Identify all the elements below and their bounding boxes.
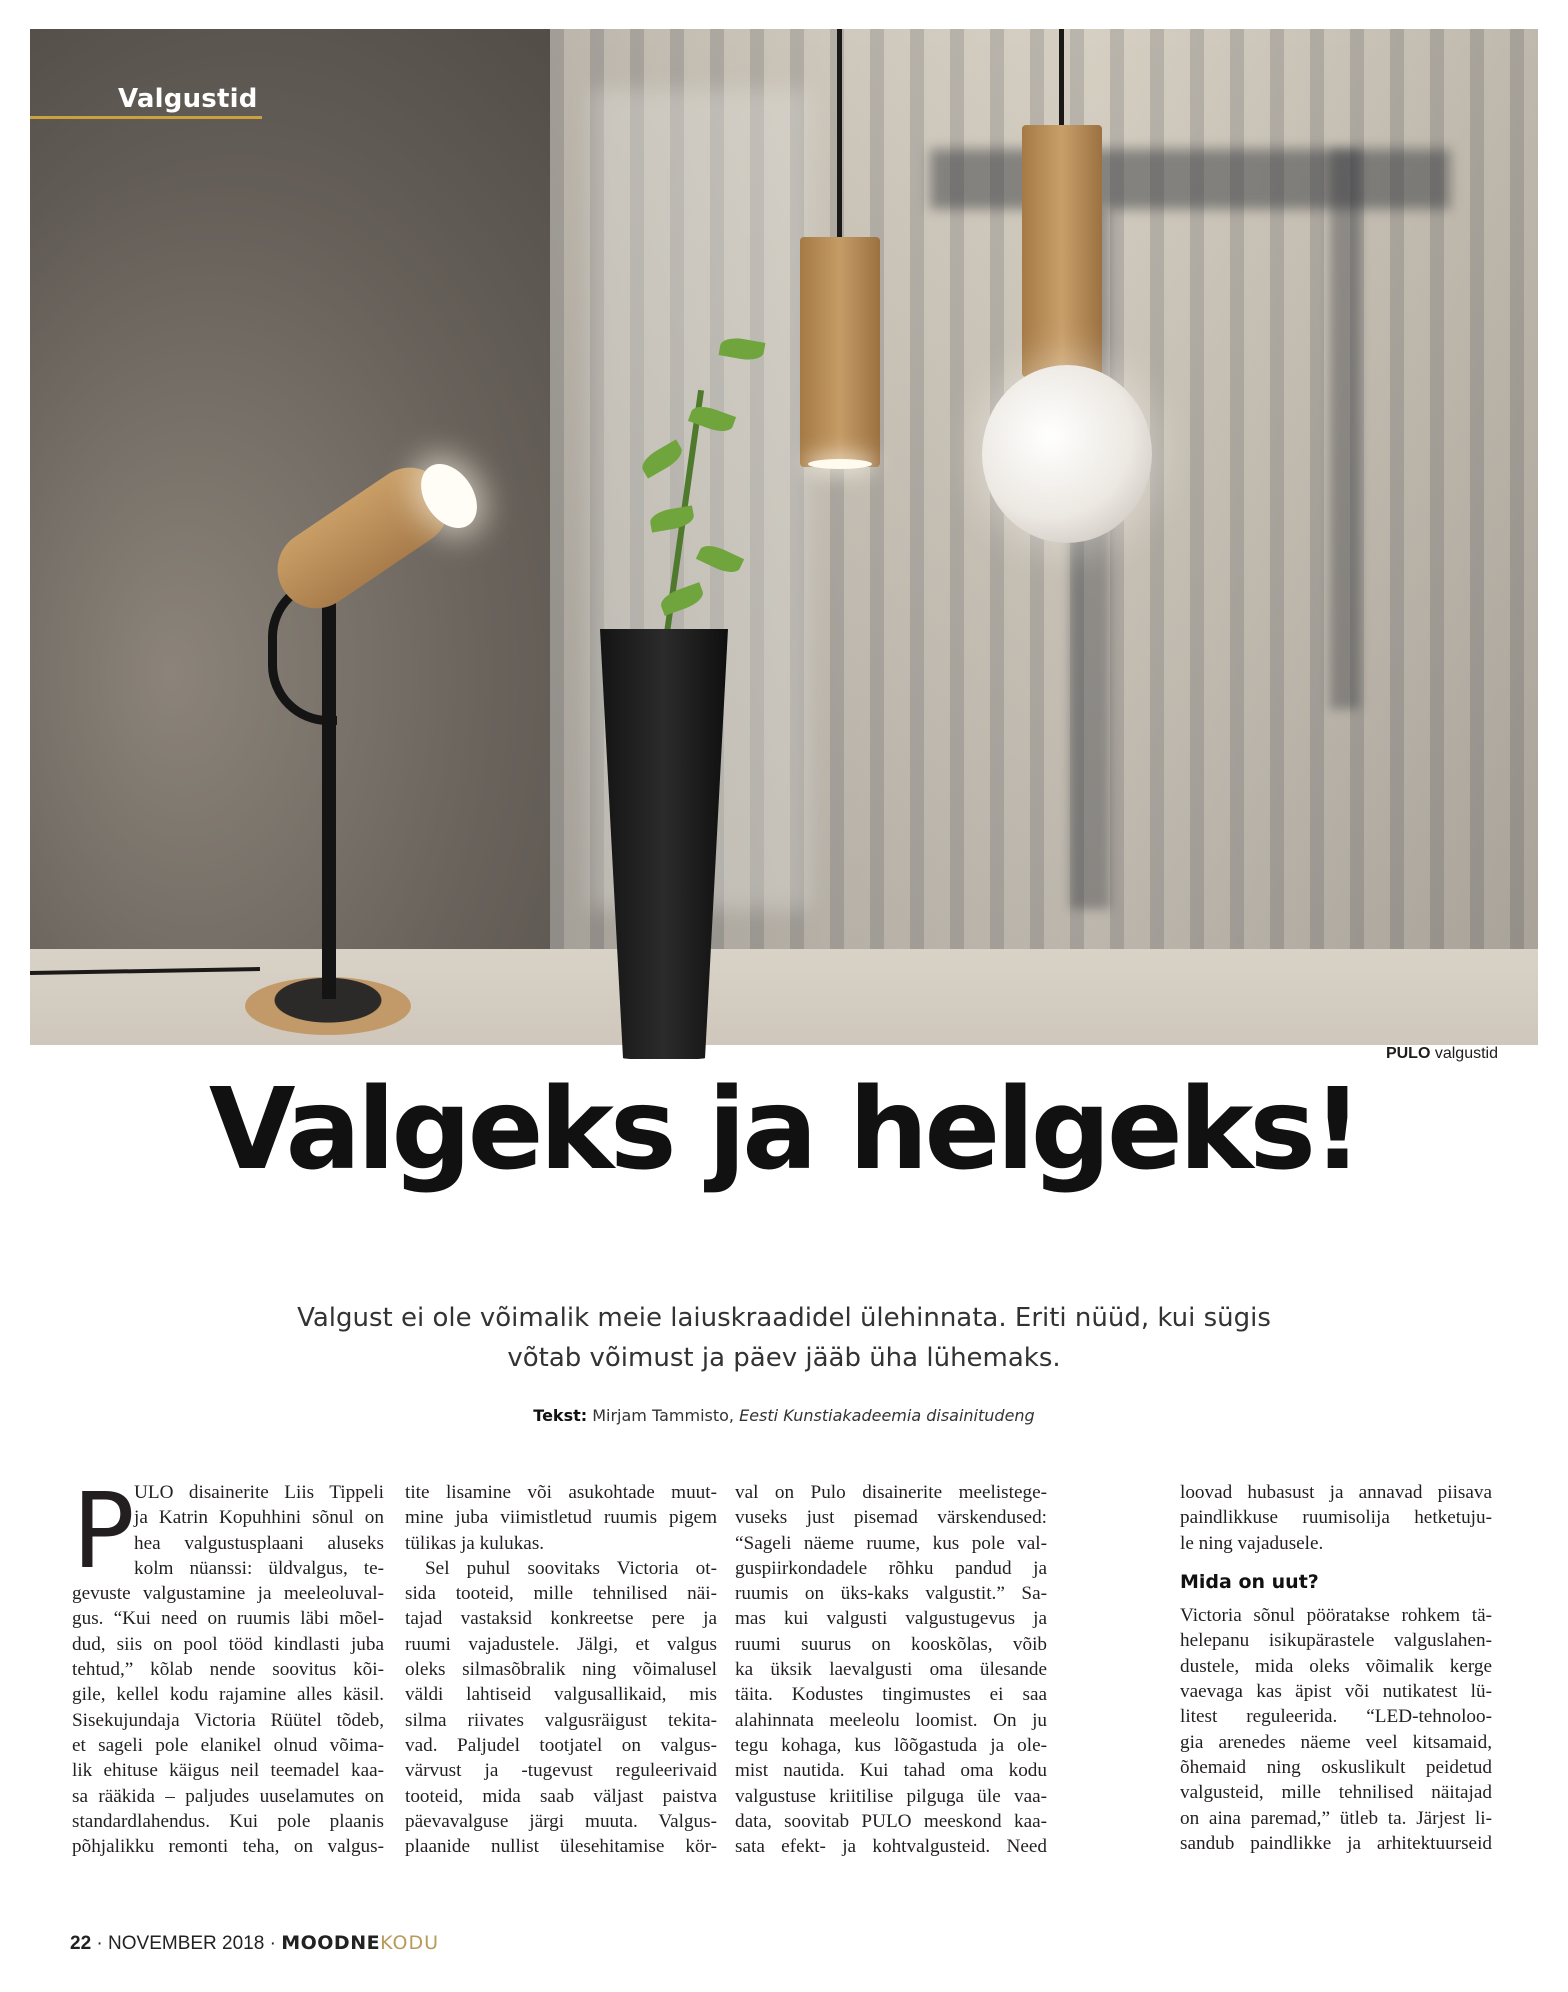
column-3 <box>735 1480 1047 1859</box>
credit-text: valgustid <box>1430 1045 1498 1062</box>
text-line: alahinnata meeleolu loomist. On ju <box>735 1709 1047 1731</box>
text-line: plaanide nullist ülesehitamise kör- <box>405 1836 717 1858</box>
text-line: sida tooteid, mille tehnilised näi- <box>405 1583 717 1605</box>
text-line: dustele, mida oleks võimalik kerge <box>1180 1655 1492 1677</box>
section-rule <box>30 116 262 119</box>
credit-brand: PULO <box>1385 1045 1431 1062</box>
lede: Valgust ei ole võimalik meie laiuskraadidel ülehinnata. Eriti nüüd, kui sügis võtab võimust ja päev jääb üha lühemaks. <box>297 1303 1271 1373</box>
text-line: ruumi suurus on kooskõlas, võib <box>735 1633 1047 1655</box>
magazine-name-bold: MOODNE <box>281 1932 381 1954</box>
byline-author: Mirjam Tammisto, <box>587 1406 740 1425</box>
hero-photo <box>30 29 1538 1062</box>
text-line: ruumis on üks-kaks valgustit.” Sa- <box>735 1583 1047 1605</box>
text-line: gile, kellel kodu rajamine alles käsil. <box>72 1684 384 1706</box>
text-line: standardlahendus. Kui pole plaanis <box>72 1810 384 1832</box>
text-line: “Sageli näeme ruume, kus pole val- <box>735 1532 1047 1554</box>
subheading: Mida on uut? <box>1180 1570 1319 1593</box>
text-line: litest reguleerida. “LED-tehnoloo- <box>1180 1706 1492 1728</box>
text-line: oleks silmasõbralik ning võimalusel <box>405 1659 717 1681</box>
section-tag <box>30 84 270 122</box>
pendant-lamp-socket <box>1022 125 1102 377</box>
pendant-cord <box>837 29 842 239</box>
text-line: õhemaid ning oskuslikult peidetud <box>1180 1756 1492 1778</box>
text-line: hea valgustusplaani aluseks <box>134 1532 384 1554</box>
text-line: gia arenedes näeme veel kitsamaid, <box>1180 1731 1492 1753</box>
text-line: tajad vastaksid konkreetse pere ja <box>405 1608 717 1630</box>
text-line: tooteid, mida saab väljast paistva <box>405 1785 717 1807</box>
text-line: mist nautida. Kui tahad oma kodu <box>735 1760 1047 1782</box>
text-line: väldi lahtiseid valgusallikaid, mis <box>405 1684 717 1706</box>
text-line: val on Pulo disainerite meelistege- <box>735 1482 1047 1503</box>
text-line: vad. Paljudel tootjatel on valgus- <box>405 1734 717 1756</box>
column-2 <box>405 1480 717 1859</box>
text-line: guspiirkondadele rõhku pandud ja <box>735 1557 1047 1579</box>
text-line: ruumi vajadustele. Jälgi, et valgus <box>405 1633 717 1655</box>
text-line: põhjalikku remonti teha, on valgus- <box>72 1836 384 1858</box>
text-line: paindlikkuse ruumisolija hetketuju- <box>1180 1507 1492 1529</box>
text-line: täita. Kodustes tingimustes ei saa <box>735 1684 1047 1706</box>
text-line: värvust ja -tugevust reguleerivaid <box>405 1760 717 1782</box>
wall-shadow <box>30 29 590 949</box>
text-line: Sel puhul soovitaks Victoria ot- <box>425 1557 717 1579</box>
text-line: vaevaga kas äpist või nutikatest lü- <box>1180 1681 1492 1703</box>
text-line: data, soovitab PULO meeskond kaa- <box>735 1810 1047 1832</box>
text-line: kolm nüanssi: üldvalgus, te- <box>134 1557 384 1579</box>
paint-stroke <box>1330 149 1360 709</box>
text-line: loovad hubasust ja annavad piisava <box>1180 1482 1492 1503</box>
drop-cap: P <box>72 1470 135 1592</box>
text-line: et sageli pole elanikel olnud võima- <box>72 1734 384 1756</box>
text-line: ja Katrin Kopuhhini sõnul on <box>134 1507 384 1529</box>
footer-separator: · <box>264 1933 282 1954</box>
byline <box>0 1406 1568 1425</box>
pendant-lamp-cylinder <box>800 237 880 467</box>
text-line: helepanu isikupärastele valguslahen- <box>1180 1630 1492 1652</box>
page-footer <box>70 1932 439 1955</box>
paint-stroke <box>930 149 1450 209</box>
text-line: gus. “Kui need on ruumis läbi mõel- <box>72 1608 384 1630</box>
text-line: sa rääkida – paljudes uuselamutes on <box>72 1785 384 1807</box>
headline: Valgeks ja helgeks! <box>208 1065 1360 1195</box>
text-line: on aina paremad,” ütleb ta. Järjest li- <box>1180 1807 1492 1829</box>
text-line: vuseks just pisemad värskendused: <box>735 1507 1047 1529</box>
section-label: Valgustid <box>118 84 258 114</box>
footer-separator: · <box>91 1933 109 1954</box>
text-line: valgustuse kriitilise pilguga üle vaa- <box>735 1785 1047 1807</box>
text-line: tehtud,” kõlab nende soovitus kõi- <box>72 1659 384 1681</box>
text-line: sandub paindlikke ja arhitektuurseid <box>1180 1832 1492 1854</box>
text-line: Victoria sõnul pööratakse rohkem tä- <box>1180 1605 1492 1627</box>
magazine-name-light: KODU <box>380 1932 440 1954</box>
column-1 <box>72 1470 384 1859</box>
page-number: 22 <box>70 1933 92 1954</box>
text-line: gevuste valgustamine ja meeleoluval- <box>72 1583 384 1605</box>
text-line: mas kui valgusti valgustugevus ja <box>735 1608 1047 1630</box>
pendant-cord <box>1059 29 1064 129</box>
column-4 <box>1180 1480 1492 1856</box>
byline-affiliation: Eesti Kunstiakadeemia disainitudeng <box>739 1406 1035 1425</box>
text-line: le ning vajadusele. <box>1180 1532 1324 1554</box>
text-line: mine juba viimistletud ruumis pigem <box>405 1507 717 1529</box>
text-line: päevavalguse järgi muuta. Valgus- <box>405 1810 717 1832</box>
pendant-lamp-light <box>808 459 872 469</box>
text-line: sata efekt- ja kohtvalgusteid. Need <box>735 1836 1047 1858</box>
text-line: tite lisamine või asukohtade muut- <box>405 1482 717 1503</box>
text-line: Sisekujundaja Victoria Rüütel tõdeb, <box>72 1709 384 1731</box>
text-line: valgusteid, mille tehnilised näitajad <box>1180 1782 1492 1804</box>
text-line: lik ehituse käigus neil teemadel kaa- <box>72 1760 384 1782</box>
text-line: tegu kohaga, kus lõõgastuda ja ole- <box>735 1734 1047 1756</box>
text-line: dud, siis on pool tööd kindlasti juba <box>72 1633 384 1655</box>
issue-date: NOVEMBER 2018 <box>108 1933 265 1954</box>
text-line: silma riivates valgusräigust tekita- <box>405 1709 717 1731</box>
photo-credit <box>1386 1045 1498 1063</box>
text-line: ULO disainerite Liis Tippeli <box>134 1482 384 1503</box>
globe-bulb <box>982 365 1152 543</box>
text-line: ka üksik laevalgusti oma ülesande <box>735 1659 1047 1681</box>
text-line: tülikas ja kulukas. <box>405 1532 545 1554</box>
byline-label: Tekst: <box>533 1406 588 1425</box>
